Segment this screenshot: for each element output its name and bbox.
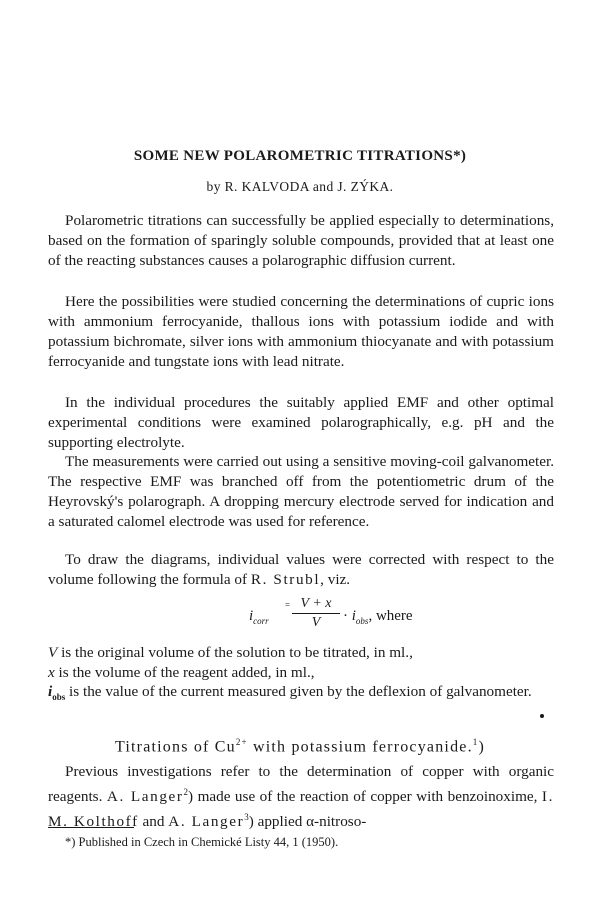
author-name: I. M. Kolthoff bbox=[48, 788, 554, 831]
heading-part: ) bbox=[478, 738, 486, 756]
var-v: V bbox=[48, 644, 58, 661]
footnote: *) Published in Czech in Chemické Listy 44, 1 (1950). bbox=[65, 835, 339, 849]
paper-title: SOME NEW POLAROMETRIC TITRATIONS*) bbox=[133, 148, 467, 164]
authors-line: by R. KALVODA and J. ZÝKA. bbox=[206, 179, 394, 194]
variable-definitions bbox=[48, 643, 554, 708]
paragraph-possibilities bbox=[48, 292, 554, 372]
definition-v bbox=[48, 643, 554, 663]
author-name: A. Langer bbox=[106, 788, 184, 806]
paragraph-text: Here the possibilities were studied concerning the determinations of cupric ions with ammonium ferrocyanide, thallous ions with potassium iodide and with potassium bichromate, silver ions with ammonium thiocyanate and with potassium ferrocyanide and tungstate ions with lead nitrate. bbox=[48, 293, 554, 371]
paragraph-text bbox=[48, 762, 554, 832]
heading-sup: 2+ bbox=[235, 737, 248, 747]
paragraph-text: The measurements were carried out using a sensitive moving-coil galvanometer. The respective EMF was branched off from the potentiometric drum of the Heyrovský's polarograph. A dropping mercury electrode served for indication and a saturated calomel electrode was used for reference. bbox=[48, 453, 554, 531]
formula-numerator: V + x bbox=[292, 596, 340, 614]
var-x: x bbox=[48, 663, 55, 681]
text-span: and bbox=[138, 813, 169, 831]
paragraph-text: In the individual procedures the suitably applied EMF and other optimal experimental conditions were examined polarographically, e.g. pH and the supporting electrolyte. bbox=[48, 394, 554, 452]
author-name: A. Langer bbox=[168, 813, 245, 831]
formula-lhs bbox=[249, 608, 269, 626]
footnote-divider bbox=[48, 827, 134, 828]
formula-rhs-i: i bbox=[351, 608, 356, 624]
formula-where: , where bbox=[368, 608, 413, 624]
definition-i bbox=[48, 682, 554, 708]
correction-formula bbox=[0, 596, 600, 634]
definition-text: is the original volume of the solution to be titrated, in ml., bbox=[57, 644, 413, 661]
definition-x bbox=[48, 663, 554, 683]
heading-ref: 1 bbox=[472, 737, 479, 747]
var-i-sub: obs bbox=[52, 692, 66, 703]
formula-rhs-sub: obs bbox=[355, 616, 369, 626]
reference-mark: 3 bbox=[244, 812, 249, 823]
definition-text: is the value of the current measured given by the deflexion of galvanometer. bbox=[65, 683, 532, 700]
reference-mark: 2 bbox=[183, 787, 189, 798]
paragraph-intro bbox=[48, 211, 554, 271]
formula-denominator: V bbox=[311, 615, 321, 630]
text-span: ) made use of the reaction of copper with benzoinoxime, bbox=[188, 788, 542, 806]
heading-part: with potassium ferrocyanide. bbox=[247, 738, 473, 756]
text-span: Previous investigations refer to the determination of copper with organic reagents. bbox=[48, 763, 554, 806]
formula-rhs-var bbox=[352, 608, 369, 624]
paragraph-measurements bbox=[48, 452, 554, 532]
author-name: R. Strubl bbox=[250, 571, 321, 589]
section-heading bbox=[0, 737, 600, 756]
paragraph-procedures bbox=[48, 393, 554, 453]
text-span: , viz. bbox=[320, 571, 351, 589]
ink-dot bbox=[540, 714, 544, 718]
text-span: ) applied α-nitroso- bbox=[248, 813, 367, 831]
formula-rhs bbox=[343, 608, 413, 626]
formula-equals: = bbox=[285, 600, 291, 610]
paragraph-text: Polarometric titrations can successfully be applied especially to determinations, based on the formation of sparingly soluble compounds, provided that at least one of the reacting substances causes a polarographic diffusion current. bbox=[48, 212, 554, 270]
paragraph-diagrams bbox=[48, 550, 554, 590]
formula-fraction bbox=[292, 596, 340, 631]
var-i-obs bbox=[48, 683, 66, 703]
text-span: To draw the diagrams, individual values were corrected with respect to the volume following the formula of bbox=[48, 551, 554, 589]
var-i: i bbox=[48, 683, 53, 700]
formula-dot: · bbox=[343, 608, 348, 624]
paragraph-text bbox=[48, 550, 554, 590]
definition-text: is the volume of the reagent added, in ml., bbox=[54, 663, 315, 681]
heading-part: Titrations of Cu bbox=[114, 738, 236, 756]
formula-lhs-sub: corr bbox=[253, 616, 269, 626]
paragraph-previous-investigations bbox=[48, 762, 554, 832]
formula-lhs-var: i bbox=[249, 608, 254, 624]
